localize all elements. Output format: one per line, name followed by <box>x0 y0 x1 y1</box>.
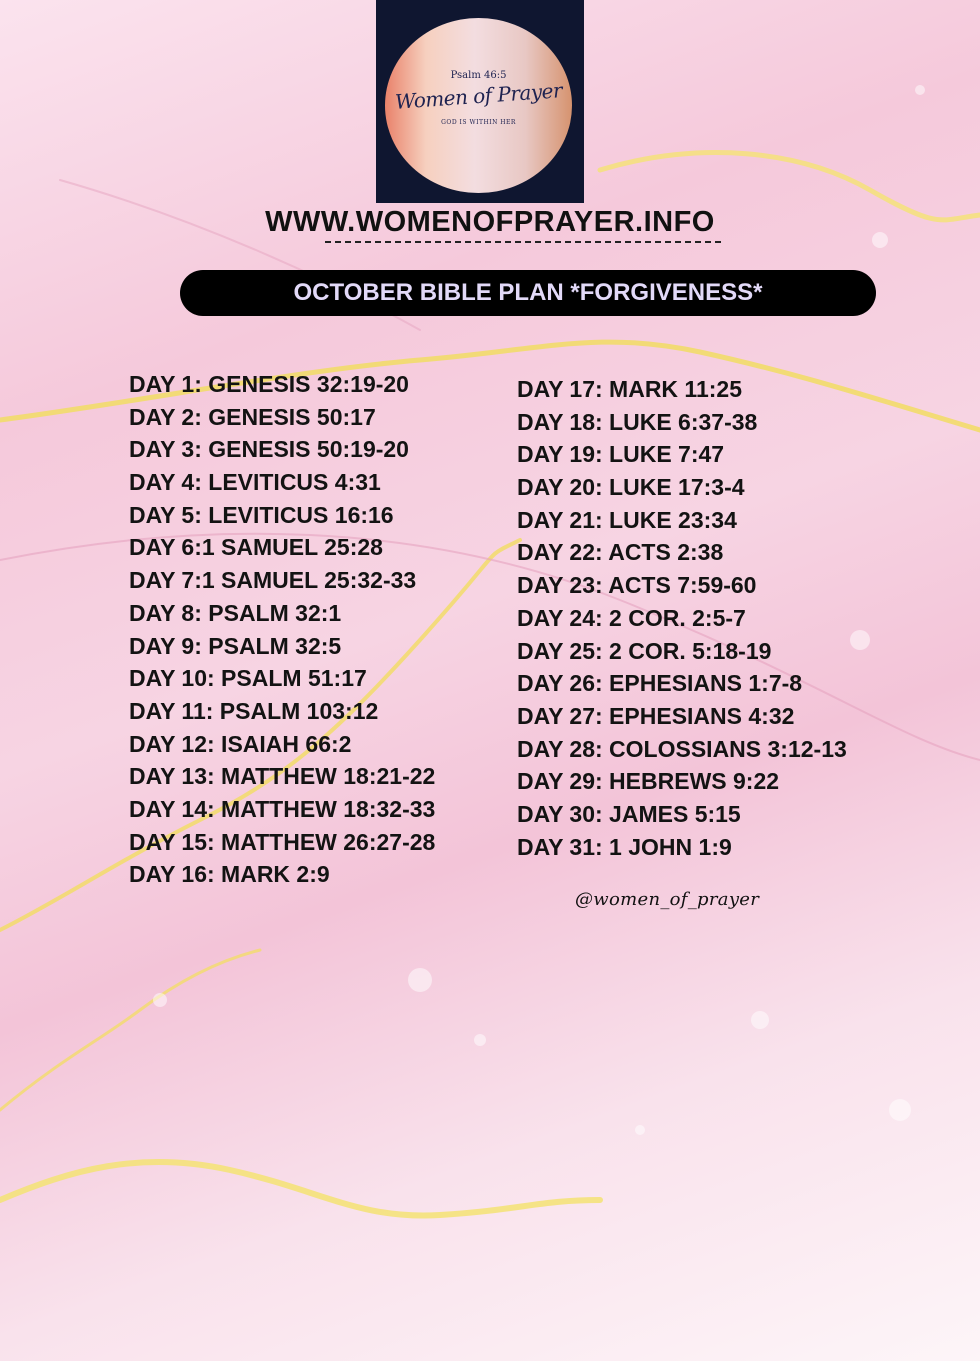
reading-item: DAY 7:1 SAMUEL 25:32-33 <box>129 567 417 594</box>
reading-item: DAY 13: MATTHEW 18:21-22 <box>129 763 436 790</box>
reading-item: DAY 6:1 SAMUEL 25:28 <box>129 534 383 561</box>
reading-item: DAY 29: HEBREWS 9:22 <box>517 768 780 795</box>
reading-item: DAY 31: 1 JOHN 1:9 <box>517 833 732 860</box>
reading-item: DAY 23: ACTS 7:59-60 <box>517 572 757 599</box>
reading-list-right <box>517 373 847 863</box>
reading-item: DAY 25: 2 COR. 5:18-19 <box>517 637 772 664</box>
reading-item: DAY 9: PSALM 32:5 <box>129 632 342 659</box>
page-title: OCTOBER BIBLE PLAN *FORGIVENESS* <box>293 279 763 306</box>
website-link[interactable]: WWW.WOMENOFPRAYER.INFO <box>265 206 715 238</box>
dashed-divider <box>325 241 721 243</box>
logo-name: Women of Prayer <box>394 78 563 114</box>
reading-item: DAY 14: MATTHEW 18:32-33 <box>129 795 436 822</box>
reading-item: DAY 24: 2 COR. 2:5-7 <box>517 604 746 631</box>
reading-item: DAY 2: GENESIS 50:17 <box>129 403 376 430</box>
reading-list-left <box>129 368 435 891</box>
reading-item: DAY 8: PSALM 32:1 <box>129 599 342 626</box>
reading-item: DAY 27: EPHESIANS 4:32 <box>517 702 795 729</box>
reading-item: DAY 19: LUKE 7:47 <box>517 441 725 468</box>
reading-item: DAY 12: ISAIAH 66:2 <box>129 730 352 757</box>
reading-item: DAY 4: LEVITICUS 4:31 <box>129 469 381 496</box>
reading-item: DAY 28: COLOSSIANS 3:12-13 <box>517 735 847 762</box>
logo-tagline: GOD IS WITHIN HER <box>441 119 516 126</box>
reading-item: DAY 3: GENESIS 50:19-20 <box>129 436 409 463</box>
reading-item: DAY 22: ACTS 2:38 <box>517 539 724 566</box>
reading-item: DAY 21: LUKE 23:34 <box>517 506 737 533</box>
reading-item: DAY 26: EPHESIANS 1:7-8 <box>517 670 803 697</box>
reading-item: DAY 16: MARK 2:9 <box>129 861 330 888</box>
logo-emblem <box>385 18 572 193</box>
reading-item: DAY 5: LEVITICUS 16:16 <box>129 501 394 528</box>
social-handle[interactable]: @women_of_prayer <box>575 889 760 910</box>
reading-item: DAY 30: JAMES 5:15 <box>517 800 741 827</box>
reading-item: DAY 11: PSALM 103:12 <box>129 697 379 724</box>
reading-item: DAY 17: MARK 11:25 <box>517 376 742 402</box>
reading-item: DAY 1: GENESIS 32:19-20 <box>129 371 409 397</box>
gold-vein <box>0 1162 600 1216</box>
gold-vein <box>0 950 260 1110</box>
reading-item: DAY 20: LUKE 17:3-4 <box>517 474 745 501</box>
logo-reference: Psalm 46:5 <box>450 70 507 81</box>
reading-item: DAY 10: PSALM 51:17 <box>129 665 367 692</box>
title-banner <box>180 270 876 316</box>
reading-item: DAY 15: MATTHEW 26:27-28 <box>129 828 436 855</box>
reading-item: DAY 18: LUKE 6:37-38 <box>517 408 758 435</box>
logo-box <box>376 0 584 203</box>
